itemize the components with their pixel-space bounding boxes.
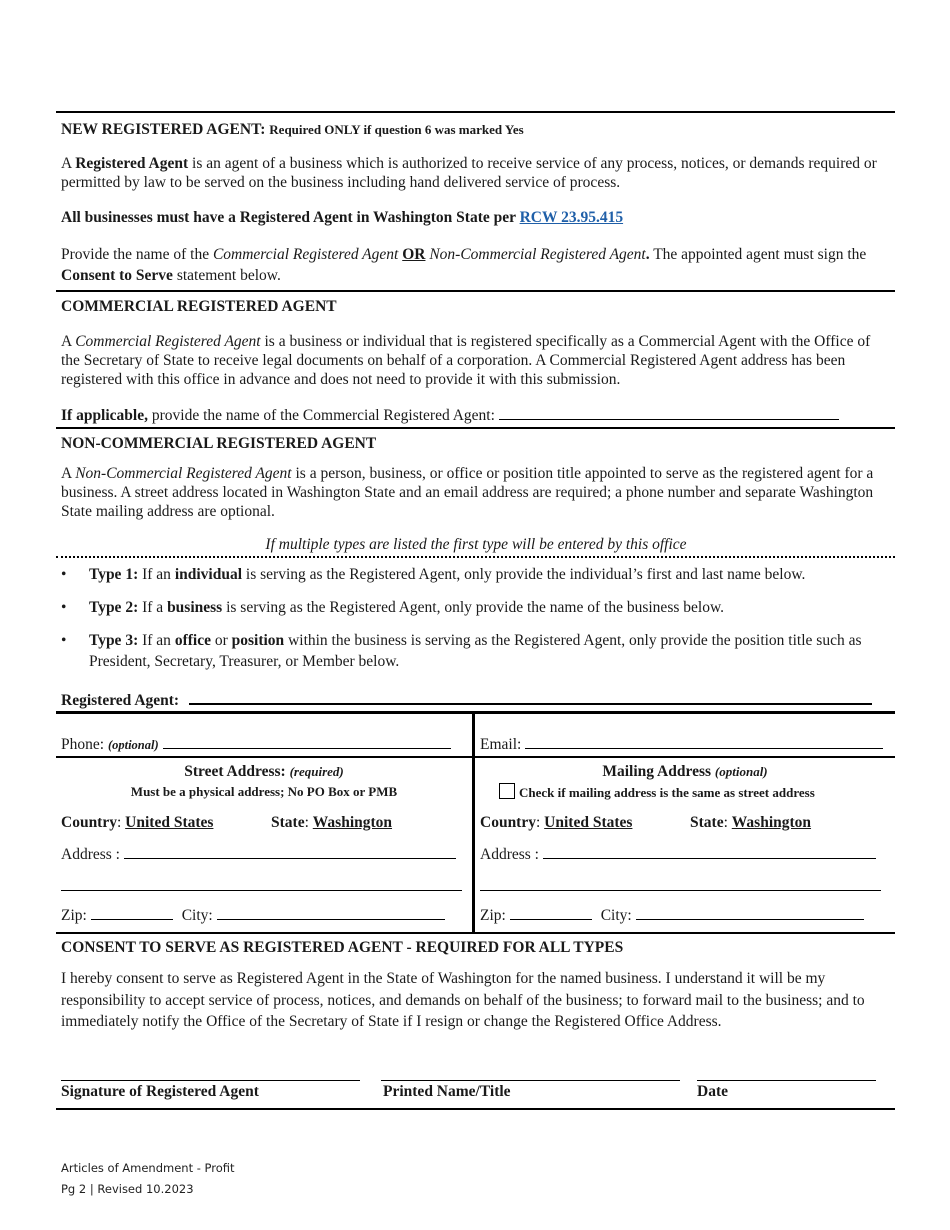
requirement-text: All businesses must have a Registered Agent in Washington State per (61, 209, 520, 226)
street-city-label: City: (181, 907, 217, 924)
type-1-label: Type 1: (89, 566, 139, 583)
mailing-same-checkbox-row (499, 783, 815, 801)
top-divider (56, 111, 895, 113)
street-address-label: Address : (61, 846, 124, 863)
phone-row (61, 734, 451, 755)
date-label: Date (697, 1083, 728, 1100)
street-title-note: (required) (289, 764, 344, 779)
commercial-title: COMMERCIAL REGISTERED AGENT (61, 298, 337, 315)
mailing-state-row: State: Washington (690, 814, 812, 831)
mailing-address-heading (475, 762, 895, 781)
registered-agent-field[interactable] (189, 689, 872, 705)
intro-rest: is an agent of a business which is authorized to receive service of any process, notices, or demands required or permitted by law to be served on the business including hand delivered service of process. (61, 155, 877, 191)
noncommercial-description (61, 464, 891, 521)
provide-consent: Consent to Serve (61, 267, 173, 284)
signature-field[interactable] (61, 1066, 360, 1081)
street-address-field-line2[interactable] (61, 876, 462, 891)
mailing-title: Mailing Address (602, 763, 715, 780)
type-2-label: Type 2: (89, 599, 139, 616)
provide-text-a: Provide the name of the (61, 246, 213, 263)
date-field[interactable] (697, 1066, 876, 1081)
noncommercial-title: NON-COMMERCIAL REGISTERED AGENT (61, 435, 377, 452)
registered-agent-line (61, 689, 891, 710)
mailing-address-label: Address : (480, 846, 543, 863)
printed-name-field[interactable] (381, 1066, 680, 1081)
street-state-row: State: Washington (271, 814, 393, 831)
if-applicable: If applicable, (61, 407, 148, 424)
mailing-city-field[interactable] (636, 905, 864, 920)
noncommercial-desc-a: A (61, 465, 76, 482)
footer-form-name: Articles of Amendment - Profit (61, 1161, 235, 1175)
registered-agent-label: Registered Agent: (61, 692, 180, 709)
rcw-link[interactable]: RCW 23.95.415 (519, 209, 624, 226)
bottom-divider (56, 1108, 895, 1110)
noncommercial-desc-italic: Non-Commercial Registered Agent (75, 465, 292, 482)
email-field[interactable] (525, 734, 883, 749)
type-3-bold2: position (231, 632, 285, 649)
street-country-row: Country: United States (61, 814, 214, 831)
bullet-icon: • (61, 566, 67, 583)
intro-bold: Registered Agent (75, 155, 189, 172)
street-country-value: United States (125, 814, 214, 831)
commercial-description (61, 332, 891, 389)
street-address-note: Must be a physical address; No PO Box or PMB (130, 784, 398, 799)
bullet-icon: • (61, 599, 67, 616)
email-row (480, 734, 883, 754)
provide-dot: . (645, 246, 650, 263)
mailing-checkbox-label: Check if mailing address is the same as street address (519, 785, 815, 800)
commercial-desc-rest: is a business or individual that is registered specifically as a Commercial Agent with the Office of the Secretary of State to receive legal documents on behalf of a corporation. A Commercial Registered Agent address has been registered with this office in advance and does not need to provide it with this submission. (61, 333, 871, 388)
mailing-country-label: Country (480, 814, 536, 831)
phone-field[interactable] (163, 734, 451, 749)
signature-label: Signature of Registered Agent (61, 1083, 259, 1100)
street-address-heading (56, 762, 472, 781)
provide-or: OR (402, 246, 426, 263)
type-2-bold: business (167, 599, 223, 616)
type-3-item (89, 630, 894, 672)
divider-commercial (56, 290, 895, 292)
mailing-title-note: (optional) (714, 764, 768, 779)
type-1-item (89, 564, 894, 585)
new-agent-intro (61, 154, 891, 192)
type-2-pre: If a (138, 599, 168, 616)
consent-divider (56, 932, 895, 934)
divider-noncommercial (56, 427, 895, 429)
phone-optional: (optional) (107, 738, 159, 752)
mailing-city-label: City: (600, 907, 636, 924)
mailing-same-checkbox[interactable] (499, 783, 515, 799)
type-3-post: within the business is serving as the Registered Agent, only provide the position title such as President, Secretary, Treasurer, or Member below. (89, 632, 862, 670)
type-1-bold: individual (174, 566, 243, 583)
type-2-item (89, 597, 894, 618)
if-applicable-rest: provide the name of the Commercial Registered Agent: (147, 407, 499, 424)
provide-name-instructions (61, 244, 891, 286)
provide-commercial: Commercial Registered Agent (212, 246, 399, 263)
new-agent-title: NEW REGISTERED AGENT: (61, 121, 266, 138)
mailing-address-row (480, 844, 876, 864)
type-2-post: is serving as the Registered Agent, only provide the name of the business below. (222, 599, 725, 616)
mailing-address-field[interactable] (543, 844, 876, 859)
street-zip-city-row (61, 905, 445, 925)
commercial-desc-italic: Commercial Registered Agent (75, 333, 261, 350)
street-address-field[interactable] (124, 844, 456, 859)
consent-text: I hereby consent to serve as Registered Agent in the State of Washington for the named business. I understand it will be my responsibility to accept service of process, notices, and demands on behalf of the business; to forward mail to the business; and to immediately notify the Office of the Secretary of State if I resign or change the Registered Office Address. (61, 970, 865, 1030)
type-3-label: Type 3: (89, 632, 139, 649)
commercial-desc-a: A (61, 333, 76, 350)
commercial-agent-name-field[interactable] (499, 405, 839, 420)
provide-end: statement below. (172, 267, 281, 284)
mailing-address-field-line2[interactable] (480, 876, 881, 891)
new-agent-heading (61, 120, 891, 139)
street-title: Street Address: (184, 763, 290, 780)
street-city-field[interactable] (217, 905, 445, 920)
commercial-agent-line (61, 405, 891, 425)
intro-text-a: A (61, 155, 76, 172)
phone-label: Phone: (61, 736, 108, 753)
multiple-types-note: If multiple types are listed the first type will be entered by this office (265, 536, 687, 553)
footer-page-info: Pg 2 | Revised 10.2023 (61, 1182, 194, 1196)
street-zip-label: Zip: (61, 907, 91, 924)
dotted-divider (56, 556, 895, 558)
type-1-post: is serving as the Registered Agent, only provide the individual’s first and last name below. (242, 566, 806, 583)
consent-title: CONSENT TO SERVE AS REGISTERED AGENT - REQUIRED FOR ALL TYPES (61, 939, 624, 956)
provide-noncommercial: Non-Commercial Registered Agent (429, 246, 646, 263)
mailing-zip-city-row (480, 905, 864, 925)
printed-name-label: Printed Name/Title (383, 1083, 511, 1100)
mailing-zip-field[interactable] (510, 905, 592, 920)
mailing-state-value: Washington (731, 814, 812, 831)
column-divider (472, 713, 475, 933)
type-3-mid: or (210, 632, 232, 649)
street-state-label: State (271, 814, 305, 831)
provide-rest: The appointed agent must sign the (649, 246, 867, 263)
requirement-line (61, 208, 891, 227)
email-label: Email: (480, 736, 526, 753)
mailing-zip-label: Zip: (480, 907, 510, 924)
new-agent-subtitle: Required ONLY if question 6 was marked Yes (269, 122, 524, 137)
bullet-icon: • (61, 632, 67, 649)
type-3-pre: If an (138, 632, 175, 649)
type-1-pre: If an (138, 566, 175, 583)
contact-top-divider (56, 711, 895, 714)
noncommercial-desc-rest: is a person, business, or office or position title appointed to serve as the registered agent for a business. A street address located in Washington State and an email address are required; a phone number and separate Washington State mailing address are optional. (61, 465, 874, 520)
mailing-country-value: United States (544, 814, 633, 831)
type-3-bold: office (174, 632, 211, 649)
street-state-value: Washington (312, 814, 393, 831)
address-top-divider (56, 756, 895, 758)
mailing-country-row: Country: United States (480, 814, 633, 831)
street-zip-field[interactable] (91, 905, 173, 920)
mailing-state-label: State (690, 814, 724, 831)
street-country-label: Country (61, 814, 117, 831)
street-address-row (61, 844, 456, 864)
